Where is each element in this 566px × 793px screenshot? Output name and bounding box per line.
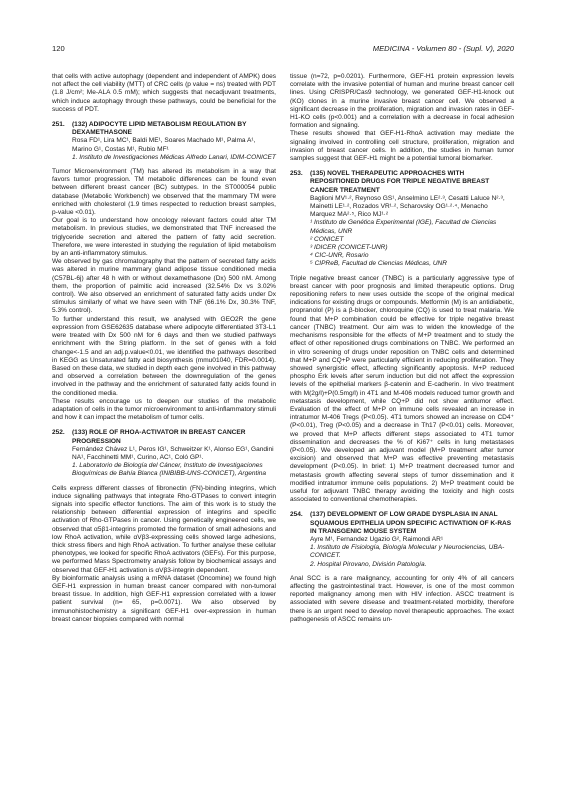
abstract-affiliation: 2. Hospital Pirovano, División Patología. — [310, 560, 427, 568]
abstract-meta — [52, 446, 276, 479]
left-column — [52, 73, 276, 624]
abstract-number: 254. — [290, 511, 303, 519]
abstract-heading — [290, 511, 514, 536]
abstract-affiliation: 1. Instituto de Fisiología, Biología Molecular y Neurociencias, UBA-CONICET. — [310, 544, 505, 560]
abstract-253 — [290, 170, 514, 504]
abstract-affiliation: ³ IDICER (CONICET-UNR) — [310, 244, 388, 252]
journal-title: MEDICINA - Volumen 80 - (Supl. V), 2020 — [372, 44, 514, 53]
abstract-body — [52, 485, 276, 624]
abstract-authors: Rosa FD¹, Lira MC¹, Baldi ME¹, Soares Machado M¹, Palma A¹, Marino G¹, Costas M¹, Rubio MF¹ — [72, 137, 256, 153]
abstract-number: 253. — [290, 170, 303, 178]
abstract-meta — [290, 195, 514, 269]
paragraph: These results encourage us to deepen our studies of the metabolic adaptation of cells in the tumor microenvironment to anti-inflammatory stimuli and how it can impact the metabolism of tumor cells. — [52, 397, 276, 422]
paragraph: Anal SCC is a rare malignancy, accounting for only 4% of all cancers affecting the gastrointestinal tract. However, is one of the most common reported malignancy among men with HIV infection. ASCC treatment is associated with severe disease and treatment-related morbidity, therefore there is an urgent need to develop novel therapeutic approaches. The exact pathogenesis of ASCC remains un- — [290, 574, 514, 623]
abstract-affiliation: 1. Laboratorio de Biología del Cáncer, Instituto de Investigaciones Bioquímicas de Bahía Blanca (INIBIBB-UNS-CONICET), Argentina — [72, 462, 267, 478]
paragraph: By bioinformatic analysis using a mRNA dataset (Oncomine) we found high GEF-H1 expression in human breast cancer compared with non-tumoral breast tissue. In addition, high GEF-H1 expression correlated with a lower patient survival (n= 65, p=0.0071). We also observed by immunohistochemistry a significant GEF-H1 over-expression in human breast cancer biopsies compared with normal — [52, 574, 276, 623]
abstract-affiliation: ² CONICET — [310, 235, 344, 243]
abstract-body — [52, 168, 276, 422]
page-number: 120 — [52, 44, 65, 53]
abstract-title: (133) ROLE OF RHOA-ACTIVATOR IN BREAST CANCER PROGRESSION — [72, 429, 246, 445]
abstract-252 — [52, 429, 276, 624]
abstract-heading — [290, 170, 514, 195]
continued-text: tissue (n=72, p=0.0201). Furthermore, GEF-H1 protein expression levels correlate with the invasive potential of human and murine breast cancer cell lines. Using CRISPR/Cas9 technology, we generated GEF-H1-knock out (KO) clones in a murine invasive breast cancer cell. We observed a significant decrease in the proliferation, migration and invasion rates in GEF-H1-KO cells (p<0.001) and a correlation with a decrease in focal adhesion formation and signaling. — [290, 73, 514, 130]
abstract-number: 252. — [52, 429, 65, 437]
paragraph: Cells express different classes of fibronectin (FN)-binding integrins, which induce signalling pathways that integrate Rho-GTPases to convert integrin signals into specific effector functions. The aim of this work is to study the relationship between differential expression of integrins and specific activation of Rho-GTPases in cancer. Using genetically engineered cells, we observed that α5β1-integrins promoted the formation of small adhesions and low RhoA activation, while αVβ3-expressing cells showed large adhesions, thick stress fibers and high RhoA activation. To further analyse these cellular phenotypes, we looked for specific RhoA activators (GEFs). For this purpose, we performed Mass Spectrometry analysis follow by biochemical assays and observed that GEF-H1 activation is αVβ3-integrin dependent. — [52, 484, 276, 574]
paragraph: To further understand this result, we analysed with GEO2R the gene expression from GSE62635 database where adipocyte differentiated 3T3-L1 were treated with Dx 500 nM for 6 days and then we studied pathways enrichment with the String platform. In the set of genes with a fold change<-1.5 and an adj.p.value<0.01, we identified the pathways described in KEGG as Unsaturated fatty acid biosynthesis (mmu01040, FDR=0.0014). Based on these data, we studied in depth each gene involved in this pathway and observed a correlation between the downregulation of the genes involved in the pathway and the enrichment of saturated fatty acids found in the conditioned media. — [52, 315, 276, 397]
abstract-affiliation: ¹ Instituto de Genética Experimental (IGE), Facultad de Ciencias Médicas, UNR — [310, 219, 497, 235]
continued-text: These results showed that GEF-H1-RhoA activation may mediate the signaling involved in controlling cell structure, proliferation, migration and invasion of breast cancer cells. In addition, the studies in human tumor samples suggest that GEF-H1 might be a potential tumoral biomarker. — [290, 130, 514, 163]
abstract-authors: Ayre M¹, Fernandez Ugazio G², Raimondi AR¹ — [310, 535, 444, 543]
abstract-254 — [290, 511, 514, 624]
abstract-number: 251. — [52, 121, 65, 129]
abstract-meta — [290, 536, 514, 569]
paragraph: Our goal is to understand how oncology relevant factors could alter TM metabolism. In previous studies, we demonstrated that TNF increased the triglyceride secretion and altered the pattern of fatty acid secretion. Therefore, we were interested in studying the regulation of lipid metabolism by an anti-inflammatory stimulus. — [52, 217, 276, 258]
abstract-title: (135) NOVEL THERAPEUTIC APPROACHES WITH REPOSITIONED DRUGS FOR TRIPLE NEGATIVE BREAST CANCER TREATMENT — [310, 170, 490, 194]
right-column — [290, 73, 514, 624]
abstract-meta — [52, 137, 276, 162]
page-header — [52, 44, 514, 58]
abstract-affiliation: ⁵ CIPReB, Facultad de Ciencias Médicas, UNR — [310, 260, 448, 268]
abstract-heading — [52, 429, 276, 445]
abstract-affiliation: 1. Instituto de Investigaciones Médicas Alfredo Lanari, IDIM-CONICET — [72, 153, 276, 161]
abstract-title: (132) ADIPOCYTE LIPID METABOLISM REGULATION BY DEXAMETHASONE — [72, 121, 247, 137]
paragraph: Tumor Microenvironment (TM) has altered its metabolism in a way that favors tumor progression. TM metabolic differences can be found even between different breast cancer (BC) subtypes. In the ST000054 public database (Metabolic Workbench) we observed that the mammary TM were enriched with cholesterol (1.9 times respected to reduction breast samples, p-value <0.01). — [52, 168, 276, 217]
abstract-title: (137) DEVELOPMENT OF LOW GRADE DYSPLASIA IN ANAL SQUAMOUS EPITHELIA UPON SPECIFIC ACTIVATION OF K-RAS IN TRANSGENIC MOUSE SYSTEM — [310, 511, 512, 535]
continued-text: that cells with active autophagy (dependent and independent of AMPK) does not affect the cell viability (MTT) of CRC cells (p value = ns) treated with PDT (1.8 J/cm²; Me-ALA 0.5 mM); which suggests that necadjuvant treatments, which induce autophagy through these pathways, could be beneficial for the success of PDT. — [52, 73, 276, 113]
abstract-heading — [52, 121, 276, 137]
abstract-251 — [52, 121, 276, 422]
paragraph: We observed by gas chromatography that the pattern of secreted fatty acids was altered in murine mammary gland adipose tissue conditioned media (C57BL-6j) after 48 h with or without dexamethasone (Dx) 500 nM. Among them, the proportion of palmitic acid increased (32.54% Dx vs 3.02% control). We also observed an enrichment of saturated fatty acids under Dx stimulus similarly of what we have seen with TNF (66.1% Dx, 30.3% TNF, 5.3% control). — [52, 258, 276, 315]
paragraph: Triple negative breast cancer (TNBC) is a particularly aggressive type of breast cancer with poor prognosis and limited therapeutic options. Drug repositioning refers to new uses outside the scope of the original medical indications for existing drugs or compounds. Metformin (M) is an antidiabetic, propranolol (P) is a β-blocker, chloroquine (CQ) is used to treat malaria. We found that M+P combination could be effective for triple negative breast cancer (TNBC) treatment. Our aim was to widen the knowledge of the mechanisms responsible for the effects of M+P treatment and to study the effect of other repositioned drugs combinations on TNBC. We performed an in vitro screening of drugs under reposition on TNBC cells and determined that M+P and CQ+P were particularly efficient in reducing proliferation. They showed synergistic effect, affecting significantly apoptosis. M+P reduced phospho Erk levels after serum induction but did not affect the expression levels of the epithelial markers β-catenin and E-cadherin. In vivo treatment with M(2g/l)+P(0.5mg/l) in 4T1 and M-406 models reduced tumor growth and metastasis development, while CQ+P did not show antitumor effect. Evaluation of the effect of M+P on immune cells revealed an increase in intratumor M-406 Tregs (P<0.05). 4T1 tumors showed an increase on CD4⁺ (P<0.01), Treg (P<0.05) and a decrease in Th17 (P<0.01) cells. Moreover, we proved that M+P affects different steps associated to 4T1 tumor dissemination and decreases the % of Ki67⁺ cells in lung metastases (P<0.05). We developed an adjuvant model (M+P treatment after tumor excision) and observed that M+P was effective preventing metastasis development (P<0.05). In brief: 1) M+P treatment decreased tumor and metastasis growth affecting several steps of tumor dissemination and it modified intratumor immune cells populations. 2) M+P treatment could be useful for adjuvant TNBC therapy avoiding the toxicity and high costs associated to conventional chemotherapies. — [290, 274, 514, 504]
abstract-body — [290, 575, 514, 624]
abstract-authors: Baglioni MV¹·², Reynoso GS¹, Anselmino LE²·³, Cesatti Laluce N²·³, Mainetti LE¹·², Rozados VR¹·², Scharovsky OG¹·²·⁴, Menacho Marquez MA²·⁵, Rico MJ¹·² — [310, 194, 505, 219]
abstract-affiliation: ⁴ CIC-UNR, Rosario — [310, 252, 369, 260]
abstract-authors: Fernández Chávez L¹, Peros IG¹, Schweitzer K¹, Alonso EG¹, Gandini NA¹, Facchinetti MM¹, Curino, AC¹, Coló GP¹. — [72, 445, 274, 461]
abstract-body — [290, 275, 514, 505]
